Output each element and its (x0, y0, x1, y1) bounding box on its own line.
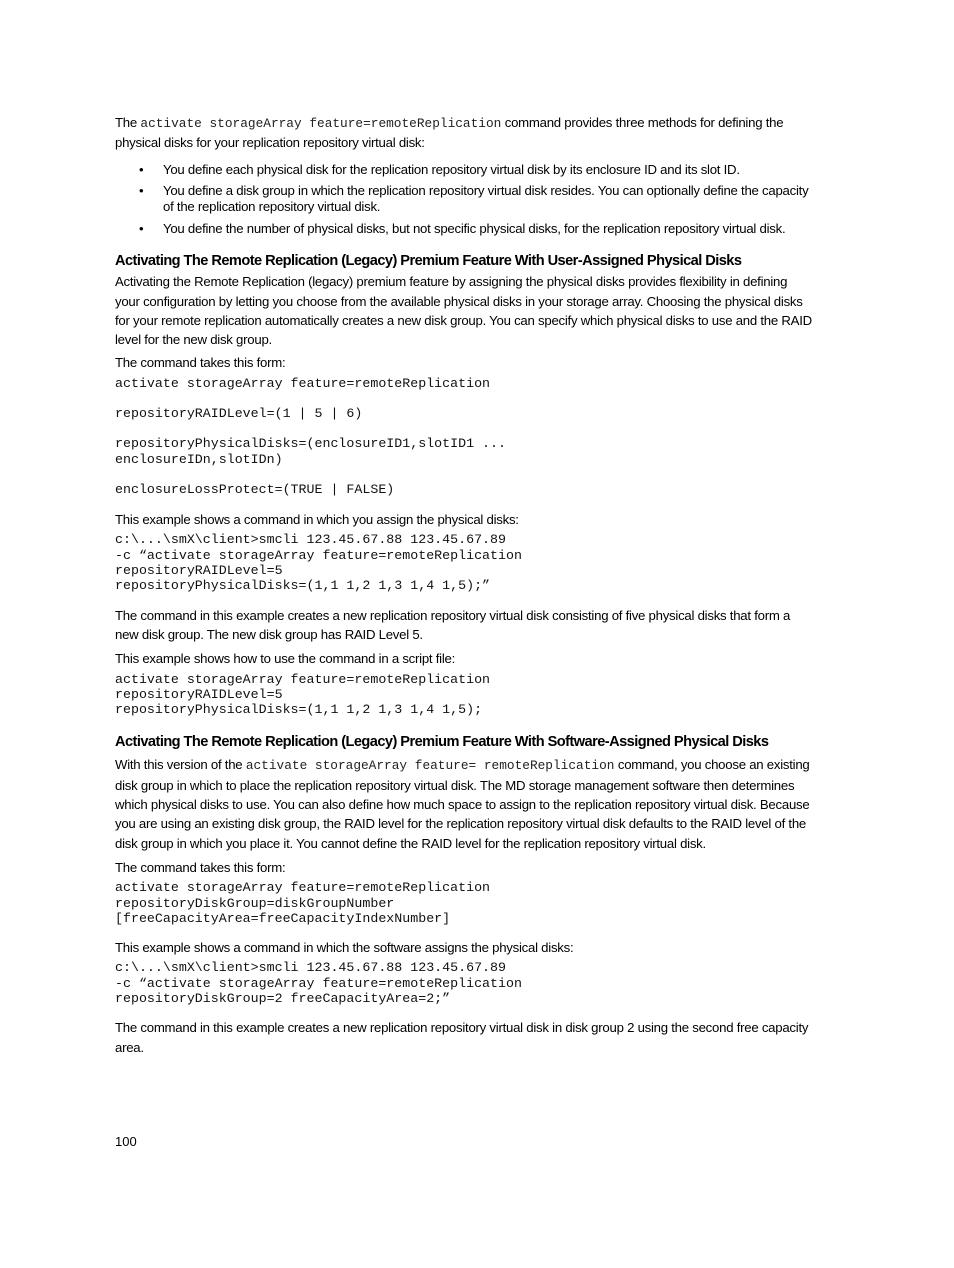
section1-example1-label: This example shows a command in which you assign the physical disks: (115, 512, 519, 528)
list-item (115, 183, 815, 216)
section2-paragraph (115, 755, 815, 852)
section-heading-software-assigned: Activating The Remote Replication (Legacy) Premium Feature With Software-Assigned Physical Disks (115, 734, 769, 751)
intro-paragraph (115, 113, 815, 153)
section1-form-code-4: enclosureLossProtect=(TRUE | FALSE) (115, 481, 395, 497)
methods-list (115, 162, 815, 238)
section1-paragraph: Activating the Remote Replication (legacy) premium feature by assigning the physical disks provides flexibility in defining your configuration by letting you choose from the available physical disks in your storage array. Choosing the physical disks for your remote replication automatically creates a new disk group. You can specify which physical disks to use and the RAID level for the new disk group. (115, 274, 812, 348)
section1-form-code-3: repositoryPhysicalDisks=(enclosureID1,slotID1 ... enclosureIDn,slotIDn) (115, 436, 506, 467)
section2-form-code: activate storageArray feature=remoteReplication repositoryDiskGroup=diskGroupNumber [freeCapacityArea=freeCapacityIndexNumber] (115, 880, 491, 926)
list-item (115, 162, 815, 178)
section2-text-pre: With this version of the (115, 757, 246, 773)
section1-example2-code: activate storageArray feature=remoteReplication repositoryRAIDLevel=5 repositoryPhysicalDisks=(1,1 1,2 1,3 1,4 1,5); (115, 671, 491, 718)
intro-inline-code: activate storageArray feature=remoteReplication (140, 116, 502, 131)
section1-example2-label: This example shows how to use the command in a script file: (115, 651, 456, 667)
bullet-icon: • (139, 220, 144, 236)
list-item-text: You define each physical disk for the replication repository virtual disk by its enclosure ID and its slot ID. (163, 161, 740, 177)
intro-text-pre: The (115, 115, 141, 130)
list-item-text: You define a disk group in which the replication repository virtual disk resides. You can optionally define the capacity of the replication repository virtual disk. (163, 183, 809, 215)
section2-inline-code: activate storageArray feature= remoteReplication (245, 758, 615, 774)
list-item-text: You define the number of physical disks, but not specific physical disks, for the replication repository virtual disk. (163, 220, 786, 236)
section2-text-post: command, you choose an existing disk group in which to place the replication repository virtual disk. The MD storage management software then determines which physical disks to use. You can also define how much space to assign to the replication repository virtual disk. Because you are using an existing disk group, the RAID level for the replication repository virtual disk defaults to the RAID level of the disk group in which you place it. You cannot define the RAID level for the replication repository virtual disk. (115, 757, 810, 851)
section1-form-label: The command takes this form: (115, 355, 286, 371)
intro-text-post: command provides three methods for defining the physical disks for your replication repository virtual disk: (115, 115, 784, 151)
section2-example-label: This example shows a command in which the software assigns the physical disks: (115, 940, 574, 956)
section2-example-result: The command in this example creates a new replication repository virtual disk in disk group 2 using the second free capacity area. (115, 1020, 809, 1055)
document-body (115, 113, 815, 1057)
section-heading-user-assigned: Activating The Remote Replication (Legacy) Premium Feature With User-Assigned Physical Disks (115, 253, 742, 270)
page-number: 100 (115, 1134, 137, 1149)
bullet-icon: • (139, 183, 144, 198)
section2-example-code: c:\...\smX\client>smcli 123.45.67.88 123.45.67.89 -c “activate storageArray feature=remoteReplication repositoryDiskGroup=2 freeCapacityArea=2;” (115, 960, 522, 1007)
section1-example1-result: The command in this example creates a new replication repository virtual disk consisting of five physical disks that form a new disk group. The new disk group has RAID Level 5. (115, 607, 791, 642)
section1-form-code-2: repositoryRAIDLevel=(1 | 5 | 6) (115, 406, 363, 421)
section1-example1-code: c:\...\smX\client>smcli 123.45.67.88 123.45.67.89 -c “activate storageArray feature=remoteReplication repositoryRAIDLevel=5 repositoryPhysicalDisks=(1,1 1,2 1,3 1,4 1,5);” (115, 532, 522, 594)
bullet-icon: • (139, 161, 144, 177)
section2-form-label: The command takes this form: (115, 859, 286, 875)
list-item (115, 221, 815, 237)
section1-form-code-1: activate storageArray feature=remoteReplication (115, 375, 491, 391)
